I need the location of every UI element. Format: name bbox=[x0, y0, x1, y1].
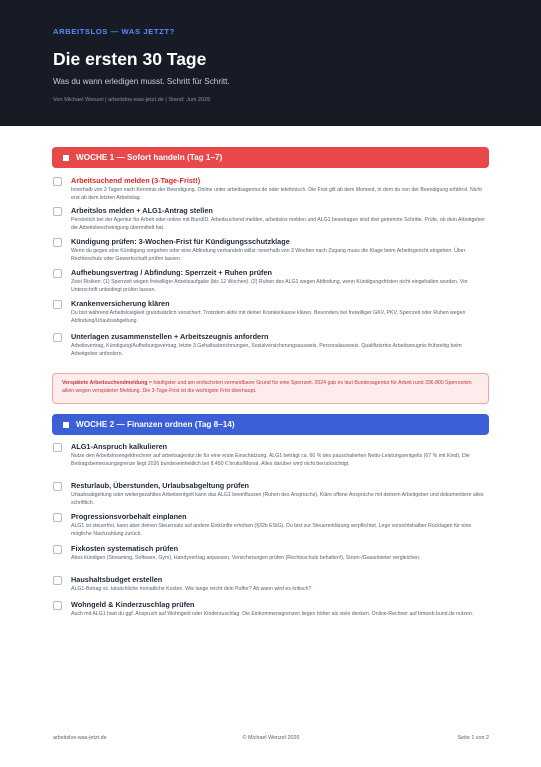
checkbox[interactable] bbox=[53, 513, 62, 522]
checklist-item bbox=[53, 176, 489, 204]
checklist-item bbox=[53, 512, 489, 540]
square-bullet-icon bbox=[63, 155, 69, 161]
document-header bbox=[0, 0, 541, 126]
checkbox[interactable] bbox=[53, 207, 62, 216]
checkbox[interactable] bbox=[53, 443, 62, 452]
checklist-item bbox=[53, 575, 489, 595]
callout-bold: Verspätete Arbeitsuchendmeldung bbox=[62, 380, 148, 386]
section-week1-label: WOCHE 1 — Sofort handeln (Tag 1–7) bbox=[76, 153, 223, 162]
checklist-item bbox=[53, 237, 489, 265]
checkbox[interactable] bbox=[53, 576, 62, 585]
square-bullet-icon bbox=[63, 422, 69, 428]
checklist-item bbox=[53, 299, 489, 327]
section-week2-header bbox=[52, 414, 489, 435]
checkbox[interactable] bbox=[53, 333, 62, 342]
checklist-item bbox=[53, 600, 489, 628]
checklist-item bbox=[53, 442, 489, 478]
item-title: Fixkosten systematisch prüfen bbox=[71, 544, 179, 553]
item-description: Abos kündigen (Streaming, Software, Gym), Handyvertrag anpassen, Versicherungen prüfen (Rechtsschutz behalten!), Strom-/Gasanbieter vergleichen. bbox=[71, 555, 421, 561]
callout-text: = häufigster und am einfachsten vermeidbarer Grund für eine Sperrzeit. 2024 gab es laut Bundesagentur für Arbeit rund 336.800 Sperrzeiten allein wegen verspäteter Meldung. Die 3-Tage-Frist ist die wichtigste Frist überhaupt. bbox=[62, 380, 472, 394]
item-description: Zwei Risiken: (1) Sperrzeit wegen freiwilliger Arbeitsaufgabe (bis 12 Wochen). (2) Ruhen des ALG1 wegen Abfindung, wenn Kündigungsfristen nicht eingehalten wurden. Vor Unterschrift unbedingt prüfen lassen. bbox=[71, 279, 468, 293]
item-title: Aufhebungsvertrag / Abfindung: Sperrzeit + Ruhen prüfen bbox=[71, 268, 273, 277]
item-title: Progressionsvorbehalt einplanen bbox=[71, 512, 187, 521]
item-title: Resturlaub, Überstunden, Urlaubsabgeltung prüfen bbox=[71, 481, 249, 490]
checklist-item bbox=[53, 206, 489, 234]
item-description: Wenn du gegen eine Kündigung vorgehen oder eine Abfindung verhandeln willst: innerhalb von 3 Wochen nach Zugang muss die Klage beim Arbeitsgericht eingehen. Über Rechtsschutz oder Gewerkschaft prüfen lassen. bbox=[71, 248, 466, 262]
author-meta: Von Michael Wenzel | arbeitslos-was-jetzt.de | Stand: Juni 2026 bbox=[53, 97, 211, 103]
footer-copyright: © Michael Wenzel 2026 bbox=[242, 735, 300, 741]
checklist-item bbox=[53, 544, 489, 572]
item-description: ALG1-Betrag vs. tatsächliche monatliche Kosten. Wie lange reicht dein Puffer? Ab wann wird es kritisch? bbox=[71, 586, 312, 592]
checkbox[interactable] bbox=[53, 300, 62, 309]
item-title: ALG1-Anspruch kalkulieren bbox=[71, 442, 168, 451]
page-footer bbox=[53, 735, 489, 745]
item-title: Haushaltsbudget erstellen bbox=[71, 575, 163, 584]
section-week1-header bbox=[52, 147, 489, 168]
footer-page-number: Seite 1 von 2 bbox=[457, 735, 489, 741]
header-eyebrow: ARBEITSLOS — WAS JETZT? bbox=[53, 27, 175, 36]
footer-website: arbeitslos-was-jetzt.de bbox=[53, 735, 107, 741]
item-description: Innerhalb von 3 Tagen nach Kenntnis der Beendigung. Online unter arbeitsagentur.de oder telefonisch. Die Frist gilt ab dem Moment, in dem du von der Beendigung erfährst. Nicht erst ab dem letzten Arbeitstag. bbox=[71, 187, 482, 201]
item-title: Wohngeld & Kinderzuschlag prüfen bbox=[71, 600, 195, 609]
checkbox[interactable] bbox=[53, 545, 62, 554]
checkbox[interactable] bbox=[53, 238, 62, 247]
item-description: ALG1 ist steuerfrei, kann aber deinen Steuersatz auf andere Einkünfte erhöhen (§32b EStG). Du bist zur Steuererklärung verpflichtet. Lege vorsichtshalber Rücklagen für eine mögliche Nachzahlung zurück. bbox=[71, 523, 472, 537]
item-description: Du bist während Arbeitslosigkeit grundsätzlich versichert. Trotzdem aktiv mit deiner Krankenkasse klären. Besonders bei freiwilliger GKV, PKV, Sperrzeit oder Ruhen wegen Abfindung/Urlaubsabgeltung. bbox=[71, 310, 466, 324]
page-subtitle: Was du wann erledigen musst. Schritt für Schritt. bbox=[53, 77, 230, 86]
item-title: Krankenversicherung klären bbox=[71, 299, 170, 308]
item-title: Arbeitslos melden + ALG1-Antrag stellen bbox=[71, 206, 213, 215]
warning-callout bbox=[52, 373, 489, 404]
item-title: Arbeitsuchend melden (3-Tage-Frist!) bbox=[71, 176, 201, 185]
checklist-item bbox=[53, 268, 489, 296]
checkbox[interactable] bbox=[53, 482, 62, 491]
item-description: Urlaubsabgeltung oder weitergezahltes Arbeitsentgelt kann das ALG1 beeinflussen (Ruhen des Anspruchs). Kläre offene Ansprüche mit deinem Arbeitgeber und dokumentiere alles schriftlich. bbox=[71, 492, 484, 506]
item-title: Kündigung prüfen: 3-Wochen-Frist für Kündigungsschutzklage bbox=[71, 237, 290, 246]
checkbox[interactable] bbox=[53, 177, 62, 186]
checkbox[interactable] bbox=[53, 601, 62, 610]
item-description: Auch mit ALG1 hast du ggf. Anspruch auf Wohngeld oder Kinderzuschlag. Die Einkommensgrenzen liegen höher als viele denken. Online-Rechner auf bmwsb.bund.de nutzen. bbox=[71, 611, 474, 617]
item-description: Nutze den Arbeitslosengeldrechner auf arbeitsagentur.de für eine erste Einschätzung. ALG1 beträgt ca. 60 % des pauschalierten Netto-Leistungsentgelts (67 % mit Kind). Die Beitragsbemessungsgrenze liegt 2026 bundeseinheitlich bei 8.450 € brutto/Monat. Alles darüber wird nicht berücksichtigt. bbox=[71, 453, 470, 467]
checklist-item bbox=[53, 332, 489, 360]
item-description: Persönlich bei der Agentur für Arbeit oder online mit BundID. Arbeitsuchend melden, arbeitslos melden und ALG1 beantragen sind drei getrennte Schritte. Prüfe, ob dein Arbeitgeber die Arbeitsbescheinigung übermittelt hat. bbox=[71, 217, 485, 231]
checkbox[interactable] bbox=[53, 269, 62, 278]
item-title: Unterlagen zusammenstellen + Arbeitszeugnis anfordern bbox=[71, 332, 269, 341]
page-title: Die ersten 30 Tage bbox=[53, 49, 207, 69]
section-week2-label: WOCHE 2 — Finanzen ordnen (Tag 8–14) bbox=[76, 420, 235, 429]
item-description: Arbeitsvertrag, Kündigung/Aufhebungsvertrag, letzte 3 Gehaltsabrechnungen, Sozialversicherungsausweis, Personalausweis. Qualifiziertes Arbeitszeugnis frühzeitig beim Arbeitgeber anfordern. bbox=[71, 343, 462, 357]
checklist-item bbox=[53, 481, 489, 509]
